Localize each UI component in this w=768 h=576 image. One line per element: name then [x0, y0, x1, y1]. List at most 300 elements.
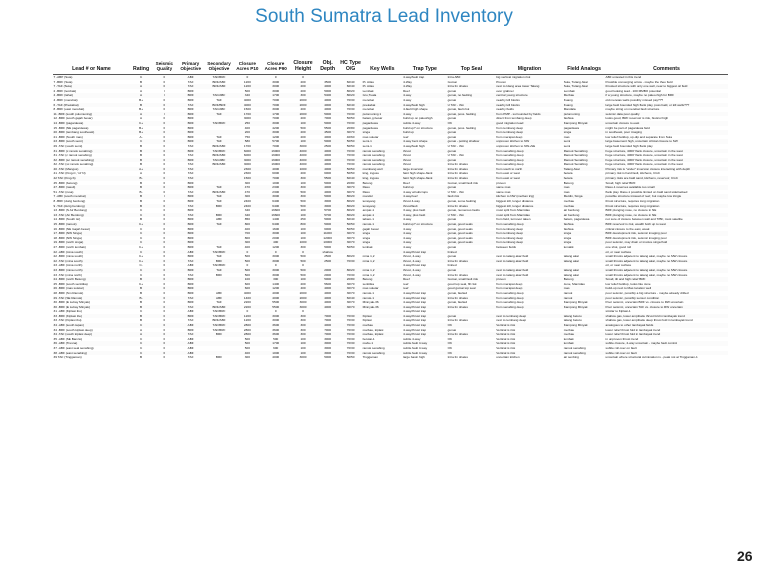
cell-sec: BRF/ABF: [212, 79, 226, 84]
cell-rating: B: [140, 199, 143, 204]
cell-ht: 100: [290, 277, 316, 282]
cell-rating: B+: [139, 97, 143, 102]
cell-analog: merbau: [563, 332, 605, 337]
cell-comm: lower relief thrust fold in lambayak trend: [605, 332, 728, 337]
cell-prim: TAF: [177, 213, 205, 218]
cell-prim: ABF: [187, 346, 194, 351]
cell-obj: 2500: [316, 259, 339, 264]
cell-rating: C+: [139, 244, 144, 249]
cell-lead: 42 TAF (King-S): [53, 176, 130, 181]
cell-rating: A: [140, 171, 143, 176]
cell-p90: 2000: [272, 235, 280, 240]
cell-seis: II: [163, 254, 166, 259]
cell-obj: 10000: [316, 240, 339, 245]
cell-sec: TAF/ABF: [205, 93, 233, 98]
cell-hc: 70/30: [339, 112, 362, 117]
cell-wells: ramok senabing: [362, 153, 385, 158]
cell-trap: large basin high: [403, 355, 425, 360]
cell-comm: poor seismic, possibly sensor condition: [605, 296, 728, 301]
cell-prim: BRF: [177, 112, 205, 117]
cell-rating: B: [140, 162, 143, 167]
cell-sec: TAF/BRF: [205, 250, 233, 255]
cell-p90: 6400: [262, 222, 290, 227]
cell-analog: singa: [563, 235, 572, 240]
cell-p10: 1200: [243, 318, 251, 323]
cell-hc: 80/20: [346, 208, 355, 213]
cell-lead: 14 -BRF (South tsr): [53, 217, 81, 222]
cell-ht: 1000: [290, 240, 316, 245]
cell-rating: B: [140, 318, 143, 323]
cell-mig: next to talang akar field: [496, 268, 564, 273]
cell-p90: 3000: [262, 121, 290, 126]
cell-comm: low relief buildup, up-dip and separate from Suia: [605, 134, 672, 139]
cell-mig: from east or west: [496, 171, 520, 176]
cell-wells: Rasu: [362, 185, 403, 190]
cell-p10: 4000: [243, 97, 251, 102]
cell-ht: 500: [300, 254, 306, 259]
cell-analog: Kuang: [563, 103, 605, 108]
cell-wells: Kiplasi: [362, 314, 403, 319]
cell-prim: TAF: [177, 332, 205, 337]
cell-analog: lembak: [563, 341, 605, 346]
cell-rating: C: [130, 75, 152, 80]
cell-mig: next to tembang deep: [496, 318, 527, 323]
cell-prim: TAF: [177, 305, 205, 310]
cell-seal: gumai, numerous faults: [447, 208, 480, 213]
cell-trap: thrust, 4-way: [403, 268, 448, 273]
cell-rating: B: [140, 153, 143, 158]
cell-mig: from tembang deep: [496, 240, 564, 245]
cell-ht: 200: [300, 134, 306, 139]
cell-seal: Intra fm shales: [447, 272, 468, 277]
cell-p10: 1700: [243, 143, 251, 148]
cell-p10: 2200: [243, 300, 251, 305]
cell-obj: 5000: [324, 355, 332, 360]
cell-trap: Reef: [403, 277, 448, 282]
cell-trap: 4-way/thrust trap: [403, 318, 427, 323]
cell-p10: 0: [233, 250, 261, 255]
cell-obj: 5000: [316, 121, 339, 126]
cell-seis: II: [163, 346, 166, 351]
cell-seal: OK: [447, 336, 453, 341]
cell-lead: 31 -ABF (Kiplasi ibu): [53, 309, 82, 314]
cell-wells: Gru,Tuala: [362, 93, 403, 98]
cell-seal: gumai: [447, 134, 457, 139]
cell-mig: from senabing deep: [496, 222, 564, 227]
cell-mig: from merapat deep: [496, 134, 523, 139]
cell-p90: 0: [274, 263, 277, 268]
cell-seal: U TAF - thin: [447, 103, 496, 108]
cell-lead: 8 -BRF (durig berdong): [53, 199, 86, 204]
cell-comm: primary risk is hard fault, kitchens, CGC: [605, 171, 661, 176]
cell-hc: 50/50: [339, 222, 362, 227]
cell-p10: 2400: [233, 204, 261, 209]
cell-mig: big vertical migration risk: [496, 75, 564, 80]
cell-seis: II: [163, 235, 166, 240]
cell-seal: Intra fm shales: [447, 171, 468, 176]
cell-wells: king, ingusu: [362, 176, 403, 181]
cell-analog: Mandala: [563, 107, 576, 112]
cell-prim: BRF: [187, 208, 194, 213]
cell-p90: 3000: [262, 314, 290, 319]
cell-analog: singa: [563, 130, 605, 135]
cell-ht: 100: [290, 231, 316, 236]
cell-mig: direct from tembang deep: [496, 116, 532, 121]
cell-mig: unproven kitchen to NW: [496, 139, 564, 144]
cell-seal: gumai: [447, 97, 457, 102]
cell-mig: Vertical is risk: [496, 341, 564, 346]
cell-seal: OK: [447, 323, 496, 328]
cell-seal: Intra fm shales: [447, 296, 496, 301]
cell-seal: U TAF - thin: [447, 143, 464, 148]
cell-ht: 300: [300, 318, 306, 323]
cell-mig: from tembang deep: [496, 235, 524, 240]
cell-wells: mina 1,2: [362, 272, 375, 277]
cell-comm: if a young structure, maybe no paleo-high for BRF: [605, 93, 728, 98]
cell-comm: lower relief thrust fold in lambayak trend: [605, 327, 661, 332]
cell-p90: 1200: [272, 134, 280, 139]
cell-sec: TAF: [205, 112, 233, 117]
cell-prim: ABF: [187, 309, 194, 314]
cell-trap: 4-way: [403, 112, 448, 117]
cell-seis: II: [163, 143, 166, 148]
cell-obj: shallow: [316, 250, 339, 255]
cell-trap: 4-way/thrust trap: [403, 332, 448, 337]
cell-mig: from tembang deep: [496, 231, 564, 236]
cell-mig: between fields: [496, 244, 516, 249]
cell-prim: TAF: [177, 176, 205, 181]
cell-hc: 30/70: [339, 305, 362, 310]
cell-seal: gumai: [447, 130, 496, 135]
cell-lead: 18 -BRF (NW Singa): [53, 235, 82, 240]
cell-ht: 200: [300, 281, 306, 286]
cell-mig: from east or west: [496, 176, 564, 181]
cell-comm: large fault bounded high flank play: [605, 143, 653, 148]
cell-comm: old meretas wells possibly missed pay???: [605, 97, 664, 102]
cell-lead: 40 -TAF (Mangus): [53, 167, 130, 172]
cell-p10: 300: [233, 240, 261, 245]
cell-comm: subtle closure, 4-way uncertain - maybe fault control: [605, 341, 728, 346]
cell-p10: 2800: [233, 332, 261, 337]
cell-p90: 3000: [272, 272, 280, 277]
cell-prim: BRF: [187, 281, 194, 286]
cell-lead: 34 -ABF (south tapan): [53, 323, 130, 328]
cell-lead: 31 -BRF (c ramok senabing): [53, 149, 130, 154]
cell-p90: 1200: [262, 286, 290, 291]
cell-p10: 500: [244, 254, 250, 259]
cell-comm: Small, tilt and high relief BRF: [605, 277, 728, 282]
cell-hc: 80/20: [346, 254, 355, 259]
cell-wells: Pt. Atlas: [362, 79, 374, 84]
cell-prim: BRF: [177, 130, 205, 135]
cell-lead: 23 -TAF (mina north): [53, 272, 82, 277]
cell-analog: lembak: [563, 336, 574, 341]
cell-seis: II: [152, 240, 176, 245]
cell-analog: mas: [563, 189, 570, 194]
cell-obj: 5000: [316, 222, 339, 227]
cell-rating: B: [130, 204, 152, 209]
cell-rating: A+: [130, 167, 152, 172]
cell-ht: 4000: [299, 162, 307, 167]
column-header-comm: Comments: [653, 65, 680, 72]
cell-seal: Gumai, small fault risk: [447, 180, 479, 185]
cell-seis: II: [163, 199, 166, 204]
cell-seis: II: [152, 121, 176, 126]
cell-trap: reef: [403, 281, 409, 286]
cell-rating: C-: [139, 263, 143, 268]
cell-comm: huge structure, 4000' flank closure, uncertain in the west: [605, 158, 728, 163]
cell-p10: 1200: [233, 314, 261, 319]
cell-prim: BRF: [177, 277, 205, 282]
column-header-ht: Closure Height: [293, 60, 313, 72]
cell-mig: from tembang deep: [496, 226, 524, 231]
cell-seis: II: [163, 189, 166, 194]
cell-comm: build-up next to Mas location well: [605, 286, 728, 291]
cell-obj: 4000: [316, 296, 339, 301]
cell-wells: ramok senabing: [362, 351, 403, 356]
cell-hc: 30/70: [346, 235, 355, 240]
cell-wells: Betung: [362, 277, 403, 282]
cell-rating: A: [130, 332, 152, 337]
cell-rating: C: [139, 309, 143, 314]
cell-lead: 32 -BRF (sc ramok senabing): [53, 158, 130, 163]
cell-p10: 200: [233, 130, 261, 135]
cell-obj: 5000: [316, 139, 339, 144]
cell-comm: good looking lead - 100 MMBO potential: [605, 88, 661, 93]
cell-trap: reef: [403, 134, 409, 139]
cell-wells: Minnyak-36: [362, 305, 403, 310]
cell-rating: A-: [139, 134, 143, 139]
cell-obj: 3000: [324, 199, 332, 204]
cell-analog: fashwa: [563, 226, 574, 231]
cell-seal: U TAF - thin: [447, 213, 496, 218]
cell-wells: marbau, kiplasi: [362, 332, 403, 337]
cell-wells: king, ingusu: [362, 171, 380, 176]
cell-obj: 4000: [324, 162, 332, 167]
cell-seal: good gumai top seal: [447, 286, 496, 291]
cell-trap: faint high shape-flank: [403, 176, 448, 181]
cell-rating: C: [130, 231, 152, 236]
cell-rating: B: [140, 355, 143, 360]
cell-wells: mina 1,2: [362, 254, 375, 259]
cell-hc: 80/20: [339, 268, 362, 273]
cell-obj: 3000: [324, 336, 332, 341]
cell-obj: 5700: [316, 213, 339, 218]
cell-rating: C: [130, 323, 152, 328]
cell-rating: B: [130, 158, 152, 163]
cell-lead: 28 -BRF (Sm Ramok): [53, 290, 84, 295]
cell-sec: TAF: [205, 268, 233, 273]
cell-seal: gumai, faulted: [447, 290, 468, 295]
cell-comm: primary risks are bald sand, kitchens, reservoir, CGC: [605, 176, 728, 181]
cell-lead: 25 -BRF (south sentitika): [53, 281, 88, 286]
cell-trap: reef: [403, 286, 448, 291]
cell-seal: Intra fm shales: [447, 259, 496, 264]
cell-rating: C: [130, 240, 152, 245]
cell-prim: ABF: [187, 263, 194, 268]
cell-p90: 1000: [272, 180, 280, 185]
cell-ht: 3000: [290, 305, 316, 310]
cell-p10: 340: [233, 213, 261, 218]
cell-seis: II: [163, 327, 166, 332]
column-header-hc: HC Type O/G: [340, 60, 361, 72]
cell-wells: tenayang: [362, 204, 403, 209]
cell-ht: 1000: [290, 167, 316, 172]
cell-comm: BRF development risk, seismic imaging poor: [605, 235, 667, 240]
cell-ht: 4000: [290, 158, 316, 163]
cell-p10: 2800: [233, 323, 261, 328]
cell-rating: B+: [139, 107, 143, 112]
cell-obj: 11000: [316, 231, 339, 236]
cell-seal: gumai, poss. faulting: [447, 112, 496, 117]
table-row: [53, 355, 728, 360]
cell-sec: TAF: [216, 244, 222, 249]
cell-hc: 70/30: [346, 336, 355, 341]
cell-comm: in southeast, poor imaging: [605, 130, 728, 135]
cell-trap: thrust: [403, 149, 448, 154]
cell-p90: 3000: [272, 254, 280, 259]
cell-p10: 500: [244, 272, 250, 277]
cell-lead: 22 -TAF (mina south): [53, 259, 130, 264]
cell-hc: 70/30: [346, 153, 355, 158]
cell-sec: ABF: [216, 290, 223, 295]
cell-ht: 2000: [299, 97, 307, 102]
cell-p90: 1200: [272, 244, 280, 249]
cell-lead: 4 -BRF (merebat): [53, 97, 78, 102]
cell-obj: 5000: [324, 180, 332, 185]
cell-trap: 4-way: [403, 235, 412, 240]
cell-rating: C: [139, 235, 143, 240]
cell-seis: II: [163, 300, 166, 305]
cell-hc: 70/30: [346, 272, 355, 277]
cell-rating: C: [130, 139, 152, 144]
cell-seal: Gumai: [447, 79, 457, 84]
cell-lead: 36 -ABF (Tresna): [53, 341, 130, 346]
cell-sec: ABF: [216, 217, 223, 222]
cell-ht: 200: [300, 79, 306, 84]
cell-seal: gumai, faulted: [447, 300, 468, 305]
cell-sec: BRF/ABF: [205, 84, 233, 89]
cell-seis: II: [152, 222, 176, 227]
cell-mig: nearby kill blocks: [496, 103, 564, 108]
cell-p90: 1400: [272, 281, 280, 286]
cell-ht: 500: [300, 189, 306, 194]
cell-analog: lematik: [563, 244, 574, 249]
cell-ht: 3000: [299, 300, 307, 305]
cell-p10: 500: [233, 268, 261, 273]
cell-seis: II: [152, 149, 176, 154]
cell-seal: gumai - potting shallow: [447, 139, 496, 144]
cell-mig: next to talang akar field: [496, 259, 564, 264]
cell-mig: from senabing deep: [496, 290, 524, 295]
cell-seal: Intra fm shales: [447, 204, 496, 209]
cell-trap: 4-way: [403, 226, 412, 231]
cell-p90: 3000: [262, 268, 290, 273]
cell-sec: BRF/BRF: [205, 103, 233, 108]
cell-sec: TAF/BRF: [212, 309, 226, 314]
cell-comm: Poor seismic, uncertain BRF vs. closure to RW uncertain: [605, 300, 684, 305]
cell-p90: 1400: [272, 217, 280, 222]
cell-trap: 4-way/thrust trap: [403, 296, 448, 301]
cell-analog: mas: [563, 286, 605, 291]
cell-seis: II: [152, 351, 176, 356]
cell-p90: 5700: [262, 139, 290, 144]
cell-seal: Intra fm shales: [447, 176, 496, 181]
cell-rating: A: [140, 116, 143, 121]
cell-sec: BRF: [215, 272, 223, 277]
slide-title: South Sumatra Lead Inventory: [255, 6, 513, 27]
cell-analog: talang akar: [563, 254, 580, 259]
cell-rating: B-: [139, 189, 143, 194]
cell-seal: gumai: [447, 268, 496, 273]
cell-prim: TAF: [187, 162, 194, 167]
cell-wells: ramok senabing: [362, 158, 403, 163]
cell-hc: 50/50: [339, 139, 362, 144]
cell-lead: 29 -TAF (south semi): [53, 143, 83, 148]
cell-obj: 5000: [324, 217, 332, 222]
cell-p10: 1400: [233, 296, 261, 301]
cell-p10: 250: [233, 121, 261, 126]
cell-p90: 16000: [271, 162, 280, 167]
cell-rating: B: [130, 286, 152, 291]
cell-p10: 580: [233, 139, 261, 144]
cell-rating: B: [130, 185, 152, 190]
cell-wells: ramok senabing: [362, 162, 385, 167]
cell-p10: 2200: [233, 305, 261, 310]
cell-prim: BRF: [187, 180, 194, 185]
cell-comm: oil, or near surface: [605, 263, 632, 268]
cell-hc: 70/30: [346, 107, 355, 112]
cell-p90: 3600: [262, 323, 290, 328]
cell-prim: TAF: [177, 103, 205, 108]
cell-prim: TAF: [187, 355, 194, 360]
cell-prim: BRF: [177, 268, 205, 273]
cell-obj: 4500: [316, 130, 339, 135]
cell-p10: 2400: [243, 199, 251, 204]
cell-comm: low relief buildup, looks like Jene: [605, 281, 651, 286]
cell-trap: 4-way: [403, 97, 412, 102]
cell-prim: BRF: [177, 149, 205, 154]
cell-seal: Intra fm shales: [447, 305, 496, 310]
cell-mig: from merapat deep: [496, 286, 564, 291]
cell-trap: 4-way/thrust trap: [403, 323, 448, 328]
cell-rating: C+: [130, 121, 152, 126]
cell-wells: singa: [362, 130, 403, 135]
cell-analog: batam, pagardewa: [563, 217, 590, 222]
cell-wells: marbau: [362, 323, 403, 328]
cell-sec: TAF: [216, 199, 222, 204]
cell-obj: 6000: [324, 171, 332, 176]
cell-p10: 400: [233, 351, 261, 356]
cell-analog: singa: [563, 231, 605, 236]
cell-lead: 22 -ABF (mina south): [53, 250, 130, 255]
cell-lead: 21 -BRF (South mas): [53, 134, 83, 139]
cell-sec: BRF: [205, 213, 233, 218]
cell-lead: 30 -BRF (E Lubay Minyak): [53, 305, 130, 310]
cell-rating: B: [130, 314, 152, 319]
cell-seal: gumai: [447, 314, 496, 319]
cell-p10: 500: [244, 336, 250, 341]
cell-seis: II: [152, 323, 176, 328]
cell-wells: singa: [362, 231, 403, 236]
cell-ht: 100: [300, 235, 306, 240]
cell-analog: Talang Akar: [563, 167, 605, 172]
cell-obj: 4000: [316, 103, 339, 108]
cell-hc: 60/40: [346, 217, 355, 222]
cell-comm: shallow gas, lower amplitude deep thrust fold in lambayak trend: [605, 318, 693, 323]
cell-analog: fashwa: [563, 116, 574, 121]
cell-trap: Reef: [403, 88, 410, 93]
